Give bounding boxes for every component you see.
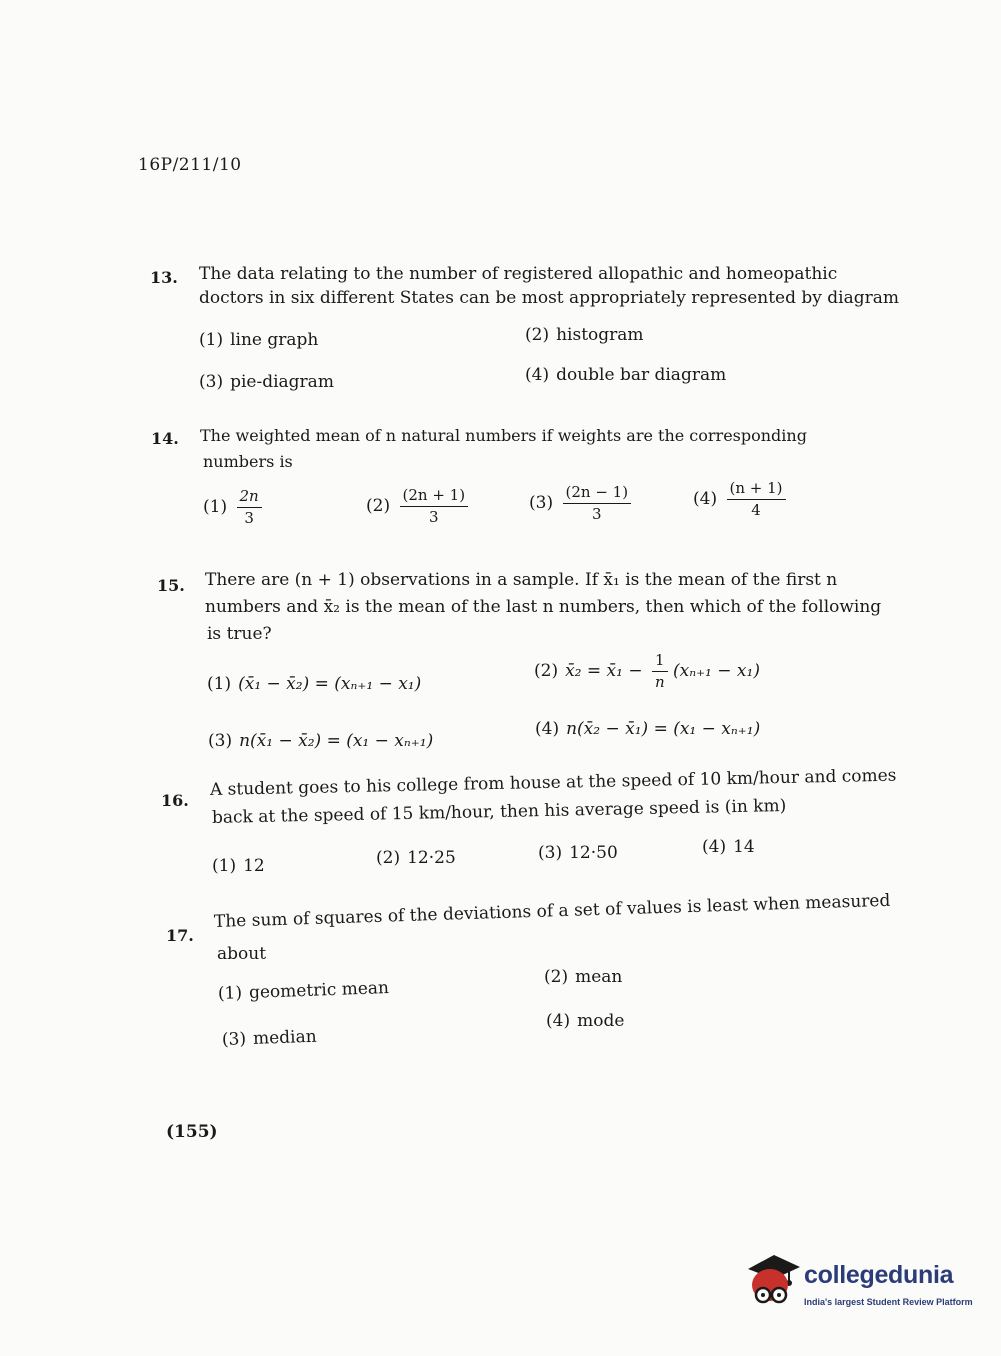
question-number: 13. <box>150 268 178 287</box>
option-label: (3) <box>538 843 563 863</box>
option-1[interactable] <box>212 856 265 876</box>
option-text: geometric mean <box>248 978 390 1003</box>
question-text-line: is true? <box>207 624 272 644</box>
option-text: histogram <box>556 325 644 345</box>
option-3[interactable] <box>199 372 334 392</box>
option-4[interactable] <box>546 1011 624 1031</box>
denominator: 3 <box>592 505 602 523</box>
option-text: n(x̄₂ − x̄₁) = (x₁ − xₙ₊₁) <box>566 719 761 739</box>
option-4[interactable] <box>525 365 726 385</box>
option-label: (1) <box>207 674 232 694</box>
fraction <box>237 488 262 527</box>
page-number: (155) <box>166 1122 218 1142</box>
option-text: n(x̄₁ − x̄₂) = (x₁ − xₙ₊₁) <box>239 731 434 751</box>
fraction <box>727 480 786 519</box>
option-2[interactable] <box>376 848 456 868</box>
option-text: median <box>252 1026 317 1049</box>
option-label: (4) <box>702 837 727 857</box>
question-text-line: The weighted mean of n natural numbers if weights are the corresponding <box>200 426 807 445</box>
option-text: line graph <box>230 330 319 350</box>
option-2[interactable] <box>534 652 760 691</box>
fraction <box>652 652 668 691</box>
option-text: 14 <box>733 837 755 857</box>
option-text: mode <box>577 1011 625 1031</box>
numerator: (n + 1) <box>727 480 786 500</box>
paper-code: 16P/211/10 <box>138 155 242 175</box>
option-text: 12·50 <box>569 843 618 863</box>
option-label: (3) <box>529 493 554 513</box>
denominator: n <box>654 673 665 691</box>
question-text-line: The sum of squares of the deviations of a set of values is least when measured <box>213 890 891 932</box>
option-text: 12·25 <box>407 848 456 868</box>
option-label: (1) <box>203 497 228 517</box>
denominator: 3 <box>244 509 254 527</box>
option-text: mean <box>575 967 623 987</box>
question-text-line: There are (n + 1) observations in a sample. If x̄₁ is the mean of the first n <box>205 570 838 590</box>
option-1[interactable] <box>207 674 421 694</box>
question-text-line: A student goes to his college from house at the speed of 10 km/hour and comes <box>209 765 897 800</box>
question-number: 16. <box>161 791 189 810</box>
option-label: (1) <box>199 330 224 350</box>
fraction <box>400 487 469 526</box>
numerator: 2n <box>237 488 262 508</box>
option-label: (4) <box>546 1011 571 1031</box>
numerator: (2n + 1) <box>400 487 469 507</box>
option-rhs: (xₙ₊₁ − x₁) <box>672 661 760 681</box>
option-text: 12 <box>243 856 265 876</box>
option-2[interactable] <box>525 325 644 345</box>
denominator: 3 <box>429 508 439 526</box>
question-number: 14. <box>151 429 179 448</box>
option-3[interactable] <box>222 1027 317 1050</box>
logo-name: collegedunia <box>804 1261 954 1289</box>
option-label: (1) <box>212 856 237 876</box>
question-text-line: The data relating to the number of registered allopathic and homeopathic <box>199 264 838 284</box>
question-number: 15. <box>157 576 185 595</box>
option-4[interactable] <box>693 480 786 519</box>
option-1[interactable] <box>199 330 318 350</box>
question-number: 17. <box>166 926 194 945</box>
numerator: (2n − 1) <box>563 484 632 504</box>
fraction <box>563 484 632 523</box>
option-label: (2) <box>544 967 569 987</box>
option-3[interactable] <box>529 484 631 523</box>
option-3[interactable] <box>538 843 618 863</box>
option-label: (4) <box>535 719 560 739</box>
question-text-line: about <box>217 944 267 964</box>
option-2[interactable] <box>366 487 468 526</box>
option-2[interactable] <box>544 967 622 987</box>
option-4[interactable] <box>702 837 755 857</box>
option-3[interactable] <box>208 731 433 751</box>
option-label: (3) <box>199 372 224 392</box>
question-text-line: numbers is <box>203 452 293 471</box>
option-1[interactable] <box>218 978 390 1004</box>
option-text: (x̄₁ − x̄₂) = (xₙ₊₁ − x₁) <box>238 674 422 694</box>
option-label: (2) <box>366 496 391 516</box>
option-1[interactable] <box>203 488 262 527</box>
numerator: 1 <box>652 652 668 672</box>
option-label: (2) <box>534 661 559 681</box>
option-label: (2) <box>525 325 550 345</box>
option-label: (1) <box>217 983 243 1004</box>
option-lhs: x̄₂ = x̄₁ − <box>565 661 643 681</box>
option-label: (2) <box>376 848 401 868</box>
denominator: 4 <box>751 501 761 519</box>
option-text: double bar diagram <box>556 365 727 385</box>
option-label: (3) <box>221 1029 247 1050</box>
logo-tagline: India's largest Student Review Platform <box>804 1297 973 1307</box>
question-text-line: doctors in six different States can be most appropriately represented by diagram <box>199 288 899 308</box>
option-label: (4) <box>525 365 550 385</box>
question-text-line: back at the speed of 15 km/hour, then his average speed is (in km) <box>211 795 787 828</box>
collegedunia-logo[interactable] <box>744 1249 974 1319</box>
option-label: (3) <box>208 731 233 751</box>
option-label: (4) <box>693 489 718 509</box>
option-4[interactable] <box>535 719 760 739</box>
mascot-icon <box>744 1249 802 1311</box>
question-text-line: numbers and x̄₂ is the mean of the last n numbers, then which of the following <box>205 597 882 617</box>
option-text: pie-diagram <box>230 372 334 392</box>
